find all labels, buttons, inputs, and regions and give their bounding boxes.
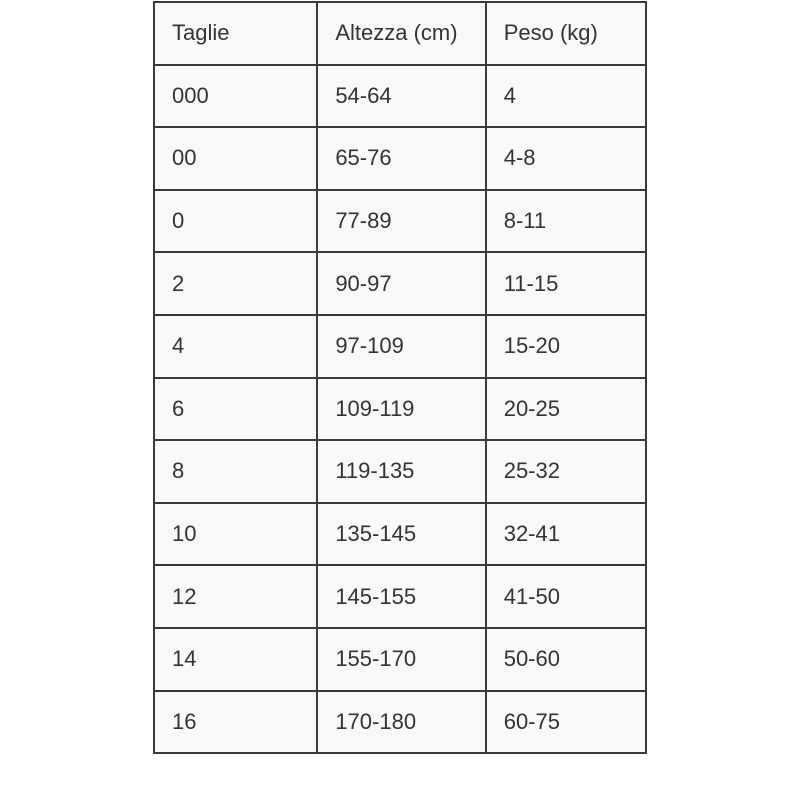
cell-size: 6 (154, 378, 317, 441)
cell-weight: 20-25 (486, 378, 646, 441)
cell-weight: 25-32 (486, 440, 646, 503)
header-height: Altezza (cm) (317, 2, 485, 65)
size-chart-table (153, 1, 647, 754)
cell-height: 135-145 (317, 503, 485, 566)
cell-weight: 11-15 (486, 252, 646, 315)
cell-weight: 4-8 (486, 127, 646, 190)
cell-size: 0 (154, 190, 317, 253)
cell-weight: 32-41 (486, 503, 646, 566)
cell-height: 65-76 (317, 127, 485, 190)
cell-size: 4 (154, 315, 317, 378)
table-row (154, 440, 646, 503)
cell-size: 8 (154, 440, 317, 503)
cell-weight: 15-20 (486, 315, 646, 378)
cell-weight: 60-75 (486, 691, 646, 754)
header-weight: Peso (kg) (486, 2, 646, 65)
cell-height: 155-170 (317, 628, 485, 691)
cell-height: 97-109 (317, 315, 485, 378)
cell-height: 145-155 (317, 565, 485, 628)
cell-weight: 4 (486, 65, 646, 128)
header-size: Taglie (154, 2, 317, 65)
cell-weight: 50-60 (486, 628, 646, 691)
table-row (154, 252, 646, 315)
cell-size: 14 (154, 628, 317, 691)
table-row (154, 503, 646, 566)
cell-size: 2 (154, 252, 317, 315)
table-row (154, 628, 646, 691)
cell-height: 170-180 (317, 691, 485, 754)
table-row (154, 127, 646, 190)
cell-size: 00 (154, 127, 317, 190)
table-header-row (154, 2, 646, 65)
cell-weight: 41-50 (486, 565, 646, 628)
table-row (154, 315, 646, 378)
cell-height: 54-64 (317, 65, 485, 128)
cell-height: 90-97 (317, 252, 485, 315)
cell-size: 10 (154, 503, 317, 566)
table-row (154, 691, 646, 754)
cell-weight: 8-11 (486, 190, 646, 253)
table-row (154, 378, 646, 441)
table-row (154, 65, 646, 128)
table-row (154, 190, 646, 253)
cell-height: 119-135 (317, 440, 485, 503)
cell-height: 77-89 (317, 190, 485, 253)
table-row (154, 565, 646, 628)
cell-size: 16 (154, 691, 317, 754)
cell-size: 000 (154, 65, 317, 128)
cell-size: 12 (154, 565, 317, 628)
cell-height: 109-119 (317, 378, 485, 441)
